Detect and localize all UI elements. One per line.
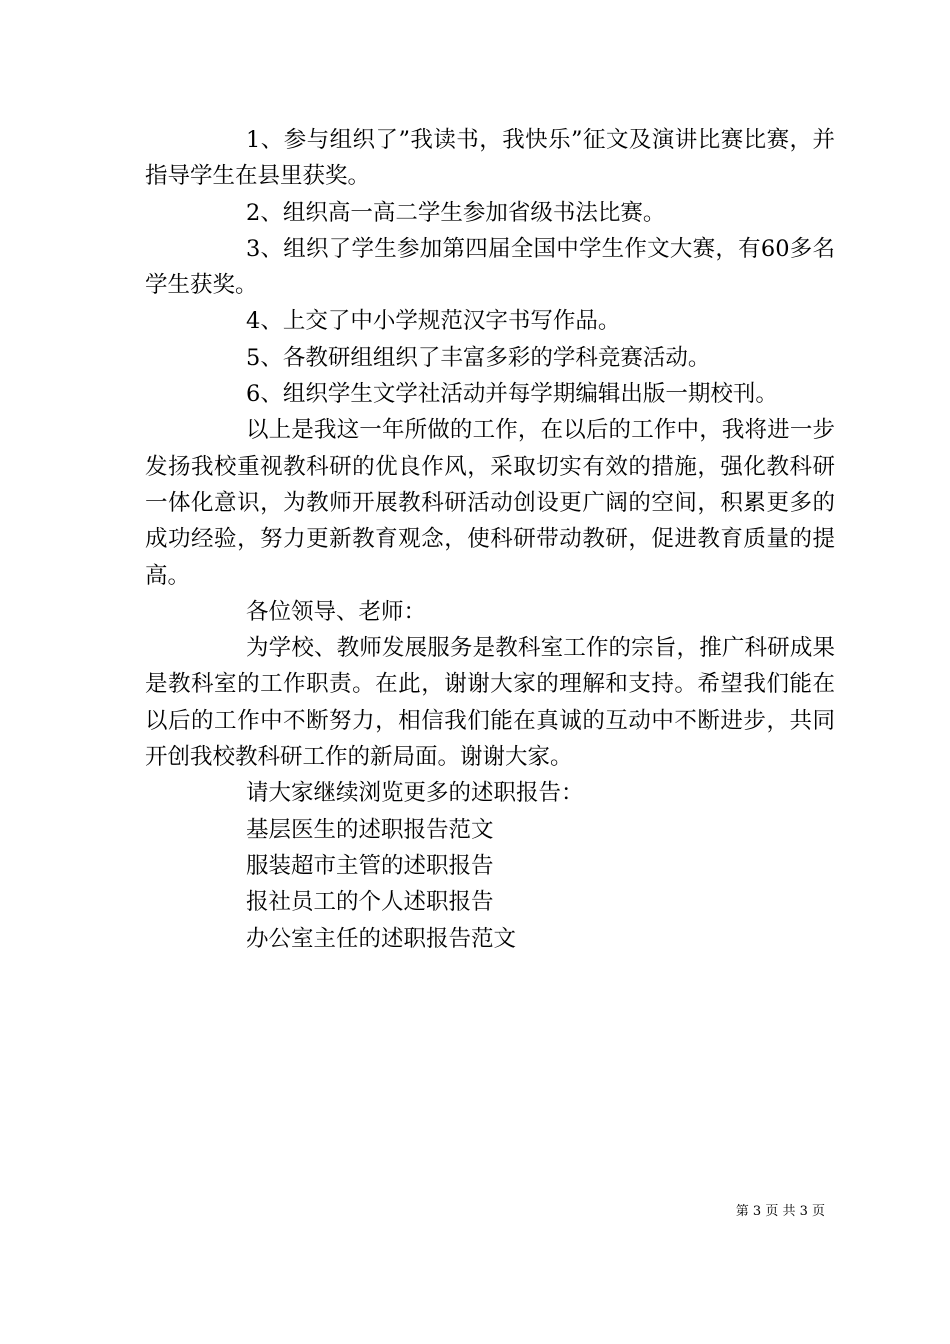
paragraph-closing: 为学校、教师发展服务是教科室工作的宗旨，推广科研成果是教科室的工作职责。在此，谢谢大家的理解和支持。希望我们能在以后的工作中不断努力，相信我们能在真诚的互动中不断进步，共同开创我校教科研工作的新局面。谢谢大家。 [145,635,835,771]
paragraph-salutation: 各位领导、老师： [246,598,427,625]
related-link-3[interactable]: 报社员工的个人述职报告 [246,889,494,916]
paragraph-more-reports: 请大家继续浏览更多的述职报告： [246,780,584,807]
paragraph-item-2: 2、组织高一高二学生参加省级书法比赛。 [246,199,666,226]
paragraph-item-4: 4、上交了中小学规范汉字书写作品。 [246,308,621,335]
related-link-1[interactable]: 基层医生的述职报告范文 [246,816,494,843]
related-link-4[interactable]: 办公室主任的述职报告范文 [246,925,517,952]
paragraph-item-6: 6、组织学生文学社活动并每学期编辑出版一期校刊。 [246,381,778,408]
paragraph-item-1: 1、参与组织了”我读书，我快乐”征文及演讲比赛比赛，并指导学生在县里获奖。 [145,127,835,190]
paragraph-item-5: 5、各教研组组织了丰富多彩的学科竞赛活动。 [246,344,711,371]
paragraph-summary: 以上是我这一年所做的工作，在以后的工作中，我将进一步发扬我校重视教科研的优良作风，采取切实有效的措施，强化教科研一体化意识，为教师开展教科研活动创设更广阔的空间，积累更多的成功经验，努力更新教育观念，使科研带动教研，促进教育质量的提高。 [145,417,835,589]
related-link-2[interactable]: 服装超市主管的述职报告 [246,852,494,879]
page-number-footer: 第 3 页 共 3 页 [735,1204,825,1219]
paragraph-item-3: 3、组织了学生参加第四届全国中学生作文大赛，有60多名学生获奖。 [145,235,835,299]
document-body [145,122,835,957]
